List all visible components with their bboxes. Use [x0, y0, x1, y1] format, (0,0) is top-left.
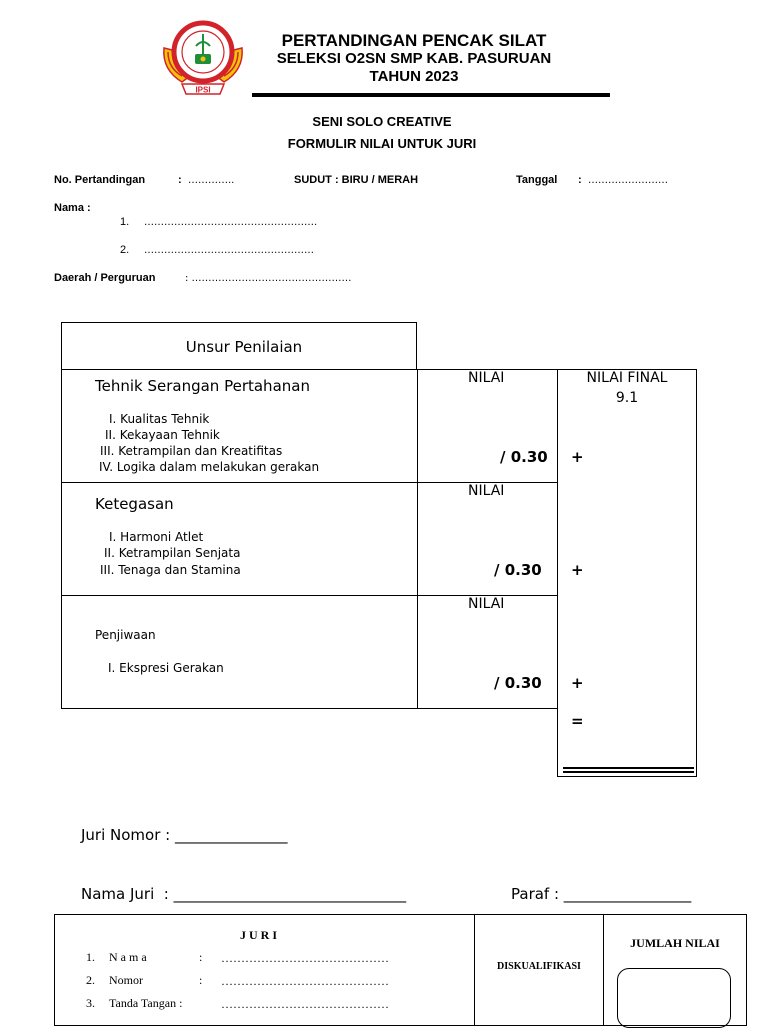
unsur-header-label: Unsur Penilaian	[185, 338, 303, 356]
section-3-weight: / 0.30	[494, 674, 542, 692]
nama-juri-field[interactable]: Nama Juri : _______________________________	[81, 885, 407, 903]
nilai-final-label: NILAI FINAL	[586, 370, 668, 386]
daerah-label: Daerah / Perguruan	[54, 272, 156, 284]
tanggal-colon: :	[578, 174, 582, 186]
logo-label: IPSI	[195, 85, 211, 95]
tanggal-label: Tanggal	[516, 174, 558, 186]
final-double-rule-bottom	[563, 771, 694, 773]
diskualifikasi-label: DISKUALIFIKASI	[497, 961, 581, 972]
nama-label: Nama :	[54, 202, 91, 214]
section-1-op: +	[571, 448, 584, 466]
footer-row-2-num: 2.	[86, 973, 95, 987]
section-3-cell	[61, 595, 418, 709]
footer-row-3-label: Tanda Tangan :	[109, 996, 183, 1010]
form-title-1: SENI SOLO CREATIVE	[312, 114, 452, 129]
footer-row-1-dots[interactable]: ……………………………………	[221, 951, 389, 965]
nama-2-field[interactable]: ……………………………………………	[144, 245, 314, 256]
juri-title: J U R I	[240, 928, 278, 942]
footer-row-1-label: N a m a	[109, 950, 147, 964]
section-2-item-2: II. Ketrampilan Senjata	[104, 546, 241, 560]
nama-2-num: 2.	[120, 244, 130, 256]
footer-row-3-dots[interactable]: ……………………………………	[221, 997, 389, 1011]
nama-1-field[interactable]: …………………………………………….	[144, 217, 318, 228]
section-1-item-4: IV. Logika dalam melakukan gerakan	[99, 460, 320, 474]
sudut-label: SUDUT : BIRU / MERAH	[294, 174, 419, 186]
header-line-1: PERTANDINGAN PENCAK SILAT	[281, 31, 547, 50]
footer-row-2-label: Nomor	[109, 973, 143, 987]
no-pertandingan-label: No. Pertandingan	[54, 174, 146, 186]
daerah-field[interactable]: : …………………………………………	[185, 273, 352, 284]
section-2-title: Ketegasan	[95, 495, 174, 513]
jumlah-nilai-label: JUMLAH NILAI	[630, 936, 720, 950]
tanggal-field[interactable]: ……………………	[588, 175, 668, 186]
section-2-item-1: I. Harmoni Atlet	[109, 530, 204, 544]
section-1-weight: / 0.30	[500, 448, 548, 466]
section-3-op: +	[571, 674, 584, 692]
form-title-2: FORMULIR NILAI UNTUK JURI	[287, 136, 477, 151]
no-pertandingan-field[interactable]: …………..	[188, 175, 235, 186]
ipsi-logo	[160, 18, 246, 96]
paraf-field[interactable]: Paraf : _________________	[511, 885, 692, 903]
header-rule	[252, 93, 610, 97]
footer-row-3-num: 3.	[86, 996, 95, 1010]
section-3-item-1: I. Ekspresi Gerakan	[108, 661, 224, 675]
section-1-item-2: II. Kekayaan Tehnik	[105, 428, 220, 442]
section-3-nilai-label: NILAI	[468, 596, 505, 612]
section-3-title: Penjiwaan	[95, 628, 156, 642]
section-2-nilai-label: NILAI	[468, 483, 505, 499]
no-pertandingan-colon: :	[178, 174, 182, 186]
nama-1-num: 1.	[120, 216, 130, 228]
total-equals: =	[571, 712, 584, 730]
juri-nomor-field[interactable]: Juri Nomor : _______________	[81, 826, 288, 844]
header-line-2: SELEKSI O2SN SMP KAB. PASURUAN	[276, 50, 552, 67]
section-1-nilai-label: NILAI	[468, 370, 505, 386]
footer-row-2-dots[interactable]: ……………………………………	[221, 974, 389, 988]
jumlah-nilai-input[interactable]	[617, 968, 731, 1028]
section-1-item-1: I. Kualitas Tehnik	[109, 412, 210, 426]
footer-row-1-colon: :	[199, 950, 203, 964]
section-2-op: +	[571, 561, 584, 579]
section-1-item-3: III. Ketrampilan dan Kreatifitas	[100, 444, 283, 458]
final-double-rule-top	[563, 767, 694, 769]
section-2-weight: / 0.30	[494, 561, 542, 579]
footer-row-2-colon: :	[199, 973, 203, 987]
nilai-final-value: 9.1	[615, 390, 639, 406]
footer-row-1-num: 1.	[86, 950, 95, 964]
section-1-title: Tehnik Serangan Pertahanan	[95, 377, 310, 395]
section-2-item-3: III. Tenaga dan Stamina	[100, 563, 241, 577]
header-line-3: TAHUN 2023	[369, 68, 459, 85]
